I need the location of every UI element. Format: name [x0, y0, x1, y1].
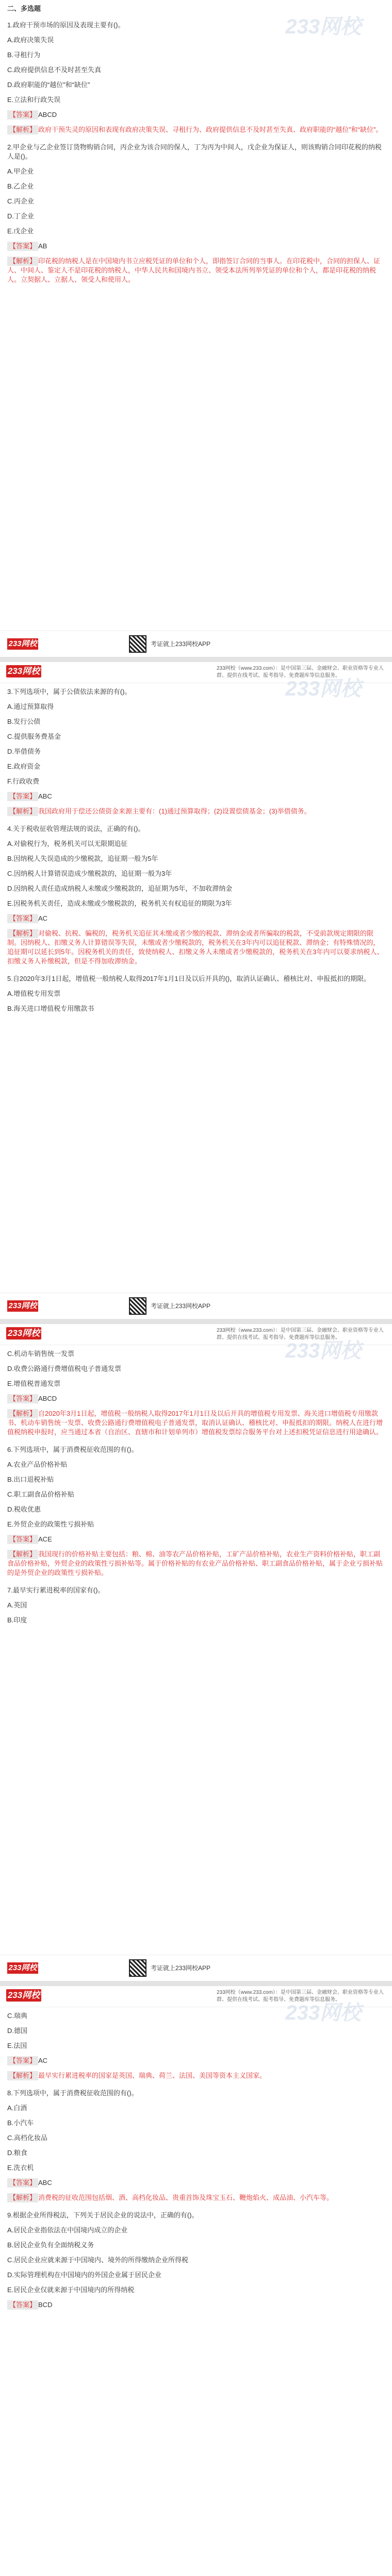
- line-text: 我国现行的价格补贴主要包括：粮、棉、油等农产品价格补贴，工矿产品价格补贴，农业生产资料价格补贴，职工副食品价格补贴，外贸企业的政策性亏损补贴等。属于价格补贴的有农业产品价格补贴、职工副食品价格补贴，属于企业亏损补贴的是外贸企业的政策性亏损补贴。: [7, 1550, 383, 1577]
- answer-tag: 【答案】: [7, 792, 38, 801]
- text-line: [7, 884, 385, 893]
- line-text: 9.根据企业所得税法，下列关于居民企业的说法中，正确的有()。: [7, 2211, 199, 2219]
- logo: 233网校: [6, 1327, 41, 1340]
- footer-text: 考证就上233网校APP: [151, 1964, 211, 1972]
- footer-text: 考证就上233网校APP: [151, 1302, 211, 1310]
- header-text: 233网校（www.233.com）：是中国第三届、金融财会、职业资格等专业人群、提供在线考试、报考指导、免费题库等信息服务。: [217, 1328, 384, 1341]
- logo: 233网校: [6, 665, 41, 677]
- text-line: [7, 2163, 385, 2173]
- text-line: [7, 2104, 385, 2113]
- line-text: E.居民企业仅就来源于中国境内的所得纳税: [7, 2286, 135, 2294]
- explanation: [7, 807, 385, 816]
- page-content: [0, 2007, 392, 2310]
- line-text: B.发行公债: [7, 718, 41, 725]
- explanation-tag: 【解析】: [7, 2193, 38, 2202]
- text-line: [7, 167, 385, 176]
- text-line: [7, 974, 385, 984]
- line-text: B.乙企业: [7, 182, 34, 190]
- text-line: [7, 824, 385, 834]
- page-content: [0, 683, 392, 1013]
- answer: [7, 1394, 385, 1403]
- explanation-tag: 【解析】: [7, 125, 38, 134]
- text-line: [7, 854, 385, 863]
- line-text: C.居民企业应就来源于中国境内、境外的所得缴纳企业所得税: [7, 2256, 189, 2264]
- line-text: C.高档化妆品: [7, 2134, 48, 2142]
- line-text: B.居民企业负有全面纳税义务: [7, 2241, 94, 2249]
- answer-tag: 【答案】: [7, 110, 38, 120]
- line-text: AB: [38, 242, 47, 250]
- header-text: 233网校（www.233.com）：是中国第三届、金融财会、职业资格等专业人群、提供在线考试、报考指导、免费题库等信息服务。: [217, 1990, 384, 2003]
- line-text: D.德国: [7, 2027, 28, 2035]
- line-text: A.通过预算取得: [7, 703, 54, 710]
- line-text: A.英国: [7, 1601, 27, 1609]
- line-text: C.机动车销售统一发票: [7, 1350, 75, 1358]
- text-line: [7, 732, 385, 741]
- line-text: ACE: [38, 1535, 52, 1543]
- line-text: B.海关进口增值税专用缴款书: [7, 1005, 94, 1012]
- page-2: [0, 662, 392, 1319]
- answer-tag: 【答案】: [7, 1394, 38, 1403]
- text-line: [7, 1520, 385, 1529]
- explanation: [7, 2193, 385, 2202]
- answer-tag: 【答案】: [7, 914, 38, 923]
- line-text: 印花税的纳税人是在中国境内书立应税凭证的单位和个人，即指签订合同的当事人。在印花税中，合同的担保人、证人、中间人、鉴定人不是印花税的纳税人，中华人民共和国境内书立、领受本法所列举凭证的单位和个人，都是印花税的纳税人。立契据人、立据人、领受人和使用人。: [7, 257, 381, 283]
- line-text: A.居民企业指依法在中国境内成立的企业: [7, 2226, 128, 2234]
- text-line: [7, 2241, 385, 2250]
- line-text: D.实际管理机构在中国境内的外国企业属于居民企业: [7, 2271, 162, 2279]
- line-text: 3.下列选项中，属于公债依法来源的有()。: [7, 688, 132, 696]
- answer: [7, 2056, 385, 2065]
- text-line: [7, 2270, 385, 2280]
- line-text: D.税收优惠: [7, 1505, 41, 1513]
- answer-tag: 【答案】: [7, 1535, 38, 1544]
- line-text: 8.下列选项中，属于消费税征收范围的有()。: [7, 2089, 138, 2097]
- line-text: E.政府资金: [7, 762, 41, 770]
- explanation-tag: 【解析】: [7, 1409, 38, 1418]
- text-line: [7, 212, 385, 221]
- line-text: A.白酒: [7, 2104, 27, 2112]
- explanation: [7, 257, 385, 284]
- line-text: 1.政府干预市场的原因及表现主要有()。: [7, 21, 125, 29]
- text-line: [7, 1490, 385, 1499]
- explanation: [7, 1550, 385, 1578]
- line-text: B.出口退税补贴: [7, 1476, 54, 1483]
- line-text: 2.甲企业与乙企业签订货物购销合同，丙企业为该合同的保人，丁为丙为中间人，戊企业为保证人，则该购销合同印花税的纳税人是()。: [7, 143, 382, 160]
- line-text: D.丁企业: [7, 212, 35, 220]
- watermark: 233网校: [285, 15, 361, 38]
- page-separator: [0, 1319, 392, 1324]
- text-line: [7, 50, 385, 60]
- footer-logo: 233网校: [7, 1962, 38, 1974]
- text-line: [7, 747, 385, 756]
- line-text: E.增值税普通发票: [7, 1380, 61, 1387]
- line-text: AC: [38, 2057, 48, 2064]
- line-text: E.因税务机关责任，造成未缴或少缴税款的，税务机关有权追征的期限为3年: [7, 900, 232, 907]
- answer: [7, 1535, 385, 1544]
- text-line: [7, 1586, 385, 1595]
- line-text: D.因纳税人责任造成纳税人未缴或少缴税款的，追征期为5年，不加收滞纳金: [7, 885, 233, 892]
- line-text: D.收费公路通行费增值税电子普通发票: [7, 1365, 122, 1372]
- answer-tag: 【答案】: [7, 242, 38, 251]
- line-text: E.外贸企业的政策性亏损补贴: [7, 1520, 94, 1528]
- text-line: [7, 2119, 385, 2128]
- line-text: E.洗衣机: [7, 2164, 34, 2172]
- text-line: [7, 1379, 385, 1388]
- line-text: 二、多选题: [7, 5, 41, 12]
- text-line: [7, 762, 385, 771]
- line-text: 我国政府用于偿还公债资金来源主要有：(1)通过预算取得；(2)设置偿债基金；(3)举借债务。: [38, 807, 311, 815]
- text-line: [7, 717, 385, 726]
- text-line: [7, 2026, 385, 2036]
- text-line: [7, 182, 385, 191]
- line-text: E.立法和行政失误: [7, 96, 61, 104]
- line-text: B.寻租行为: [7, 51, 41, 59]
- text-line: [7, 2256, 385, 2265]
- line-text: B.印度: [7, 1616, 27, 1624]
- line-text: 6.下列选项中，属于消费税征收范围的有()。: [7, 1446, 138, 1453]
- line-text: BCD: [38, 2301, 53, 2309]
- line-text: C.瑞典: [7, 2012, 28, 2020]
- answer-tag: 【答案】: [7, 2056, 38, 2065]
- logo: 233网校: [6, 1989, 41, 2002]
- qr-code-icon: [129, 1297, 146, 1315]
- text-line: [7, 2089, 385, 2098]
- answer-tag: 【答案】: [7, 2300, 38, 2310]
- line-text: AC: [38, 914, 48, 922]
- line-text: D.举借债务: [7, 748, 41, 755]
- text-line: [7, 1364, 385, 1374]
- watermark: 233网校: [285, 677, 361, 700]
- page-footer: [0, 1955, 392, 1981]
- line-text: A.增值税专用发票: [7, 990, 61, 997]
- line-text: D.粮食: [7, 2149, 28, 2157]
- line-text: ABCD: [38, 1395, 57, 1402]
- header-text: 233网校（www.233.com）：是中国第三届、金融财会、职业资格等专业人群、提供在线考试、报考指导、免费题库等信息服务。: [217, 666, 384, 679]
- text-line: [7, 1445, 385, 1454]
- footer-text: 考证就上233网校APP: [151, 640, 211, 648]
- qr-code-icon: [129, 1959, 146, 1977]
- text-line: [7, 869, 385, 878]
- line-text: 自2020年3月1日起，增值税一般纳税人取得2017年1月1日及以后开具的增值税专用发票、海关进口增值税专用缴款书、机动车销售统一发票、收费公路通行费增值税电子普通发票，取消认证确认、稽核比对、申报抵扣的期限。纳税人在进行增值税纳税申报时，应当通过本省（自治区、直辖市和计划单列市）增值税发票综合服务平台对上述扣税凭证信息进行用途确认。: [7, 1410, 383, 1436]
- text-line: [7, 65, 385, 75]
- watermark: 233网校: [285, 2002, 361, 2024]
- text-line: [7, 2148, 385, 2158]
- answer: [7, 914, 385, 923]
- text-line: [7, 1505, 385, 1514]
- line-text: ABCD: [38, 111, 57, 118]
- line-text: C.职工副食品价格补贴: [7, 1490, 75, 1498]
- line-text: A.农业产品价格补贴: [7, 1461, 68, 1468]
- explanation-tag: 【解析】: [7, 2071, 38, 2080]
- line-text: 对偷税、抗税、骗税的，税务机关追征其未缴或者少缴的税款、滞纳金或者所骗取的税款，不受前款规定期限的限制。因纳税人、扣缴义务人计算错误等失误，未缴或者少缴税款的，税务机关在3年内可以追征税款、滞纳金；有特殊情况的，追征期可以延长到5年。因税务机关的责任，致使纳税人、扣缴义务人未缴或者少缴税款的，税务机关在3年内可以要求纳税人、扣缴义务人补缴税款，但是不得加收滞纳金。: [7, 929, 384, 965]
- text-line: [7, 702, 385, 711]
- text-line: [7, 839, 385, 849]
- text-line: [7, 143, 385, 161]
- page-1: [0, 0, 392, 657]
- explanation-tag: 【解析】: [7, 1550, 38, 1559]
- line-text: E.法国: [7, 2042, 27, 2049]
- text-line: [7, 1601, 385, 1610]
- page-separator: [0, 1981, 392, 1986]
- line-text: B.小汽车: [7, 2119, 34, 2127]
- line-text: 最早实行累进税率的国家是英国、瑞典、荷兰、法国、美国等资本主义国家。: [38, 2072, 267, 2079]
- text-line: [7, 2041, 385, 2050]
- text-line: [7, 777, 385, 786]
- text-line: [7, 197, 385, 206]
- text-line: [7, 95, 385, 105]
- line-text: B.因纳税人失误造成的少缴税款，追征期一般为5年: [7, 855, 158, 862]
- text-line: [7, 989, 385, 998]
- watermark: 233网校: [285, 1340, 361, 1362]
- text-line: [7, 2211, 385, 2220]
- explanation: [7, 1409, 385, 1437]
- text-line: [7, 2133, 385, 2143]
- explanation: [7, 125, 385, 134]
- answer: [7, 792, 385, 801]
- text-line: [7, 227, 385, 236]
- qr-code-icon: [129, 635, 146, 653]
- line-text: F.行政收费: [7, 777, 40, 785]
- page-content: [0, 1345, 392, 1625]
- line-text: 消费税的征收范围包括烟、酒、高档化妆品、贵重首饰及珠宝玉石、鞭炮焰火、成品油、小汽车等。: [38, 2194, 334, 2201]
- line-text: ABC: [38, 792, 52, 800]
- text-line: [7, 1460, 385, 1469]
- line-text: 4.关于税收征收管理法规的说法，正确的有()。: [7, 825, 145, 833]
- line-text: 5.自2020年3月1日起，增值税一般纳税人取得2017年1月1日及以后开具的()，取消认证确认、稽核比对、申报抵扣的期限。: [7, 975, 371, 982]
- text-line: [7, 1004, 385, 1013]
- footer-logo: 233网校: [7, 1300, 38, 1312]
- page-4: [0, 1986, 392, 2576]
- explanation-tag: 【解析】: [7, 807, 38, 816]
- page-content: [0, 0, 392, 284]
- answer-tag: 【答案】: [7, 2178, 38, 2188]
- text-line: [7, 2285, 385, 2295]
- line-text: 政府干预失灵的原因和表现有政府决策失误、寻租行为、政府提供信息不及时甚至失真、政府职能的“越位”和“缺位”。: [38, 126, 383, 133]
- page-3: [0, 1324, 392, 1981]
- text-line: [7, 1616, 385, 1625]
- text-line: [7, 2226, 385, 2235]
- page-separator: [0, 657, 392, 662]
- answer: [7, 110, 385, 120]
- footer-logo: 233网校: [7, 638, 38, 650]
- text-line: [7, 80, 385, 90]
- line-text: 7.最早实行累进税率的国家有()。: [7, 1586, 105, 1594]
- line-text: A.甲企业: [7, 167, 34, 175]
- page-footer: [0, 631, 392, 657]
- text-line: [7, 899, 385, 908]
- explanation: [7, 929, 385, 966]
- explanation: [7, 2071, 385, 2080]
- line-text: D.政府职能的“越位”和“缺位”: [7, 81, 90, 89]
- page-footer: [0, 1293, 392, 1319]
- line-text: E.戊企业: [7, 227, 34, 235]
- line-text: C.因纳税人计算错误造成少缴税款的，追征期一般为3年: [7, 870, 172, 877]
- explanation-tag: 【解析】: [7, 929, 38, 938]
- answer: [7, 2178, 385, 2188]
- answer: [7, 242, 385, 251]
- line-text: ABC: [38, 2179, 52, 2187]
- line-text: C.政府提供信息不及时甚至失真: [7, 66, 102, 74]
- line-text: C.提供服务费基金: [7, 733, 61, 740]
- line-text: C.丙企业: [7, 197, 35, 205]
- line-text: A.政府决策失误: [7, 36, 54, 44]
- text-line: [7, 1475, 385, 1484]
- explanation-tag: 【解析】: [7, 257, 38, 266]
- line-text: A.对偷税行为，税务机关可以无限期追征: [7, 840, 128, 848]
- answer: [7, 2300, 385, 2310]
